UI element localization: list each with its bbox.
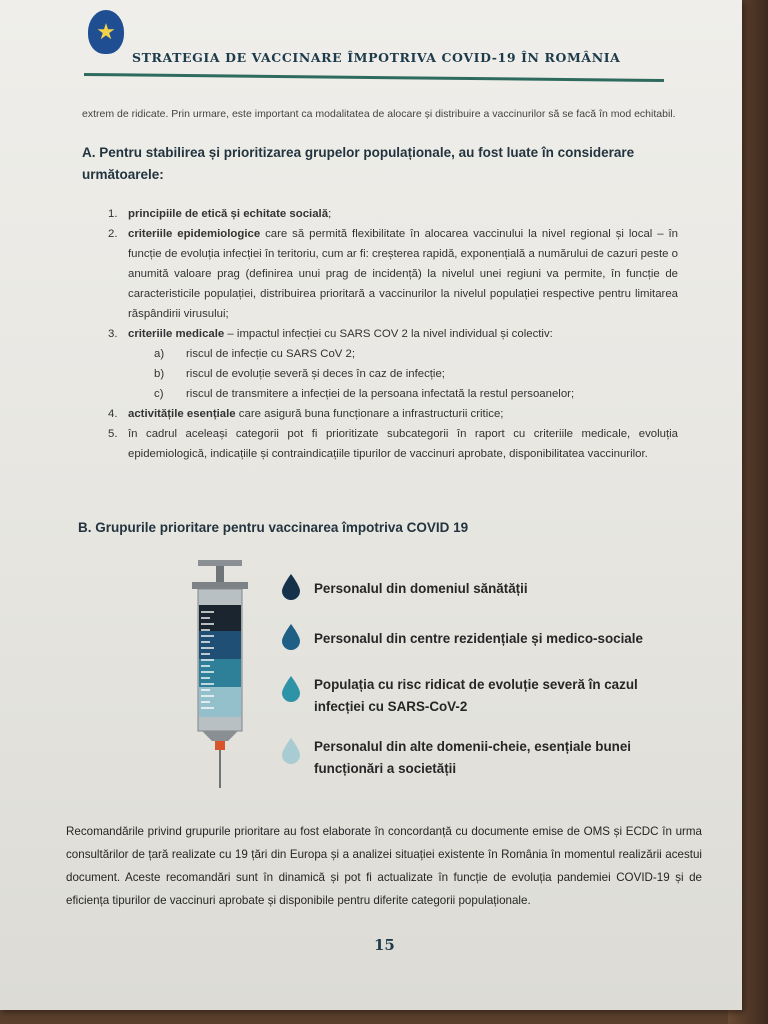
item-text: ; <box>328 208 332 220</box>
item-number: 4. <box>108 408 118 420</box>
item-text: în cadrul aceleași categorii pot fi prioritizate subcategorii în raport cu criteriile medicale, evoluția epidemiologică, indicațiile și contraindicațiile tipurilor de vaccinuri aprobate, disponibilitatea vaccinurilor. <box>128 428 678 460</box>
item-text: care să permită flexibilitate în alocarea vaccinului la nivel regional și local – în funcție de evoluția infecției în teritoriu, cum ar fi: creșterea rapidă, exponențială a numărului de cazuri peste o anumită valoare prag (definirea unui prag de incidență) la nivelul unei regiuni va permite, în funcție de caracteristicile populației, distribuirea prioritară a vaccinurilor la nivelul populației respective pentru limitarea răspândirii virusului; <box>128 228 678 320</box>
intro-paragraph: extrem de ridicate. Prin urmare, este important ca modalitatea de alocare și distribuire a vaccinurilor să se facă în mod echitabil. <box>82 108 676 120</box>
criteria-item-4 <box>108 404 678 424</box>
syringe-fill-teal <box>199 659 241 687</box>
sub-item-a <box>154 344 678 364</box>
syringe-illustration <box>190 560 250 790</box>
section-b-heading: B. Grupurile prioritare pentru vaccinarea împotriva COVID 19 <box>78 520 469 535</box>
item-number: 2. <box>108 228 118 240</box>
item-bold-term: activitățile esențiale <box>128 408 236 420</box>
item-bold-term: principiile de etică și echitate socială <box>128 208 329 220</box>
criteria-item-2 <box>108 224 678 324</box>
drop-icon <box>282 624 300 650</box>
sub-item-text: riscul de transmitere a infecției de la persoana infectată la restul persoanelor; <box>186 388 575 400</box>
syringe-fill-blue <box>199 631 241 659</box>
drop-icon <box>282 738 300 764</box>
main-content <box>82 106 678 464</box>
syringe-flange <box>192 582 248 589</box>
item-number: 3. <box>108 328 118 340</box>
item-bold-term: criteriile medicale <box>128 328 225 340</box>
sub-item-letter: c) <box>154 388 164 400</box>
criteria-item-1 <box>108 204 678 224</box>
item-number: 1. <box>108 208 118 220</box>
medical-criteria-sublist <box>128 344 678 404</box>
header-title: STRATEGIA DE VACCINARE ÎMPOTRIVA COVID-19 ÎN ROMÂNIA <box>132 50 621 65</box>
sub-item-b <box>154 364 678 384</box>
item-text: – impactul infecției cu SARS COV 2 la nivel individual și colectiv: <box>224 328 553 340</box>
sub-item-c <box>154 384 678 404</box>
syringe-needle-hub <box>215 741 225 750</box>
criteria-list <box>82 204 678 464</box>
priority-group-label: Personalul din centre rezidențiale și medico-sociale <box>314 631 643 646</box>
section-a-heading: A. Pentru stabilirea și prioritizarea grupelor populaționale, au fost luate în considerare următoarele: <box>82 145 635 182</box>
sub-item-letter: a) <box>154 348 165 360</box>
item-number: 5. <box>108 428 118 440</box>
drop-icon <box>282 574 300 600</box>
drop-icon <box>282 676 300 702</box>
item-bold-term: criteriile epidemiologice <box>128 228 261 240</box>
criteria-item-5 <box>108 424 678 464</box>
header-divider <box>84 73 664 82</box>
priority-group-label: Personalul din domeniul sănătății <box>314 581 528 596</box>
criteria-item-3 <box>108 324 678 404</box>
priority-group-label: Populația cu risc ridicat de evoluție severă în cazul infecției cu SARS-CoV-2 <box>314 677 638 714</box>
priority-group-label: Personalul din alte domenii-cheie, esențiale bunei funcționări a societății <box>314 739 631 776</box>
sub-item-letter: b) <box>154 368 165 380</box>
syringe-tip <box>202 731 238 741</box>
sub-item-text: riscul de infecție cu SARS CoV 2; <box>186 348 356 360</box>
syringe-plunger-rod <box>216 566 224 584</box>
sub-item-text: riscul de evoluție severă și deces în caz de infecție; <box>186 368 445 380</box>
page-number: 15 <box>374 936 395 954</box>
romania-coat-of-arms-icon: ★ <box>88 10 124 54</box>
closing-paragraph: Recomandările privind grupurile prioritare au fost elaborate în concordanță cu documente emise de OMS și ECDC în urma consultărilor de țară realizate cu 19 țări din Europa și a analizei situației existente în România în momentul realizării acestui document. Aceste recomandări sunt în dinamică și pot fi actualizate în funcție de evoluția pandemiei COVID-19 și de eficiența tipurilor de vaccinuri aprobate și disponibile pentru diferite categorii populaționale. <box>66 825 702 907</box>
item-text: care asigură buna funcționare a infrastructurii critice; <box>235 408 504 420</box>
syringe-plunger-top <box>198 560 242 566</box>
